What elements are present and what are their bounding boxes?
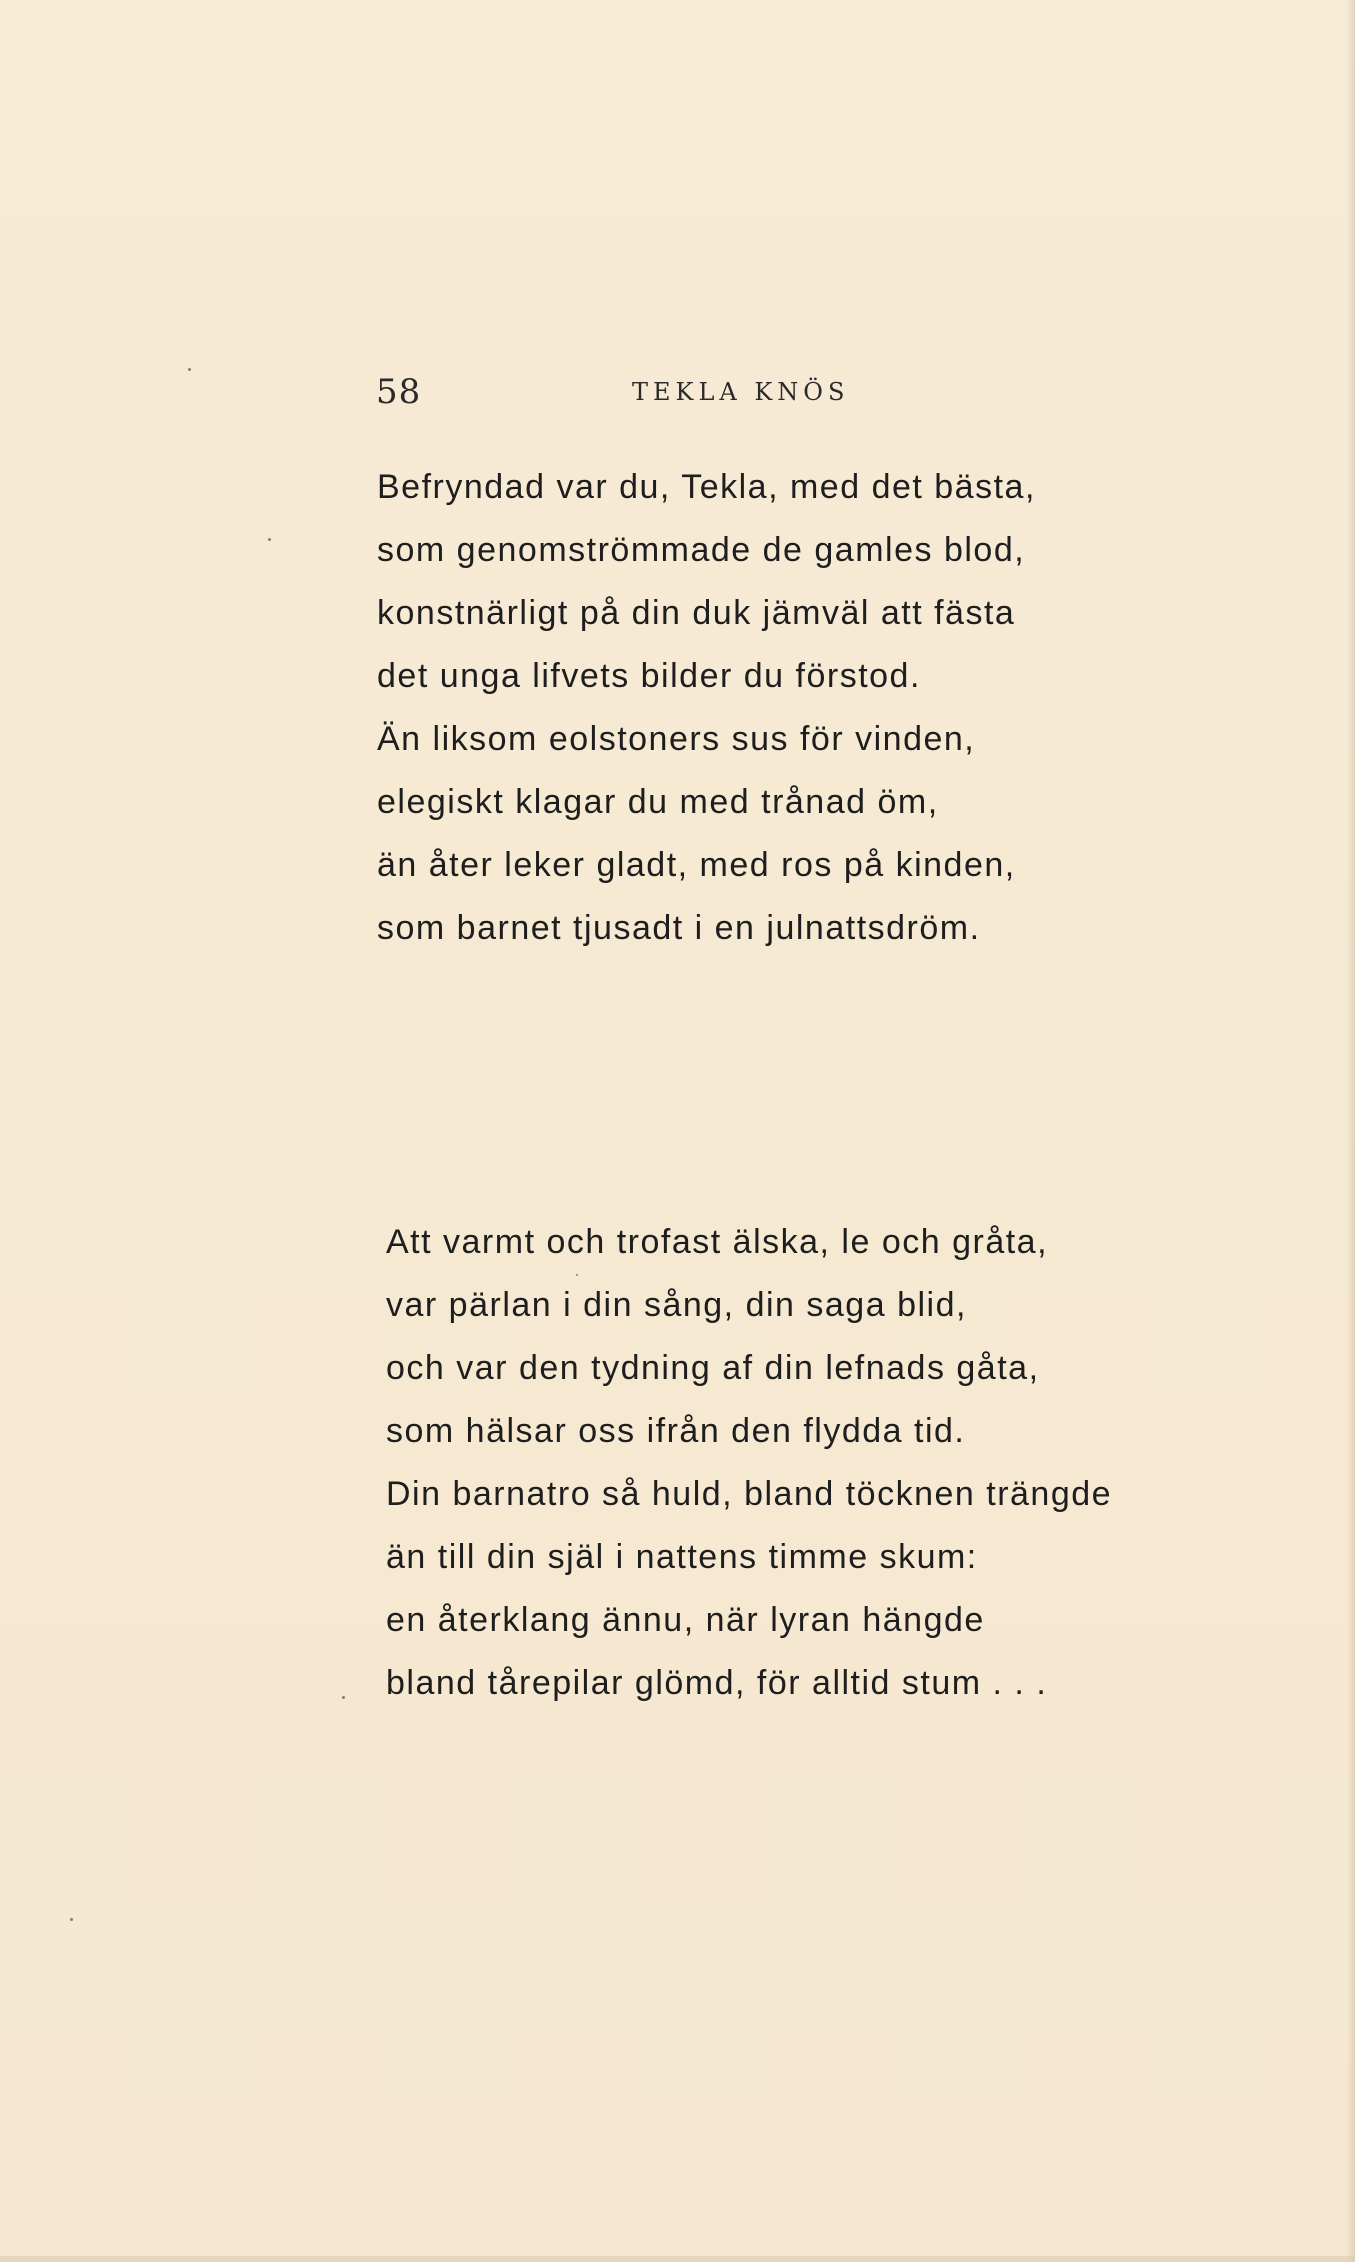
page-header (376, 372, 876, 422)
verse-line: Din barnatro så huld, bland töcknen trängde (386, 1475, 1113, 1513)
page-edge-bottom (0, 2256, 1355, 2262)
paper-speck (70, 1918, 73, 1921)
verse-line: Att varmt och trofast älska, le och gråta, (386, 1223, 1049, 1261)
verse-line: konstnärligt på din duk jämväl att fästa (377, 594, 1016, 632)
verse-line: som genomströmmade de gamles blod, (377, 531, 1026, 569)
verse-line: det unga lifvets bilder du förstod. (377, 657, 921, 695)
verse-line: elegiskt klagar du med trånad öm, (377, 783, 939, 821)
verse-line: var pärlan i din sång, din saga blid, (386, 1286, 967, 1324)
paper-speck (188, 368, 191, 371)
verse-line: än åter leker gladt, med ros på kinden, (377, 846, 1016, 884)
page-edge-right (1347, 0, 1355, 2262)
verse-line: bland tårepilar glömd, för alltid stum . . . (386, 1664, 1048, 1702)
paper-speck (268, 538, 271, 541)
verse-line: Än liksom eolstoners sus för vinden, (377, 720, 976, 758)
verse-line: som barnet tjusadt i en julnattsdröm. (377, 909, 981, 947)
paper-speck (342, 1696, 345, 1699)
stanza-1 (377, 456, 1036, 960)
stanza-2 (386, 1211, 1112, 1715)
verse-line: och var den tydning af din lefnads gåta, (386, 1349, 1040, 1387)
page-number: 58 (376, 372, 422, 412)
verse-line: en återklang ännu, när lyran hängde (386, 1601, 985, 1639)
verse-line: som hälsar oss ifrån den flydda tid. (386, 1412, 966, 1450)
verse-line: än till din själ i nattens timme skum: (386, 1538, 978, 1576)
verse-line: Befryndad var du, Tekla, med det bästa, (377, 468, 1036, 506)
running-head: TEKLA KNÖS (632, 378, 850, 406)
